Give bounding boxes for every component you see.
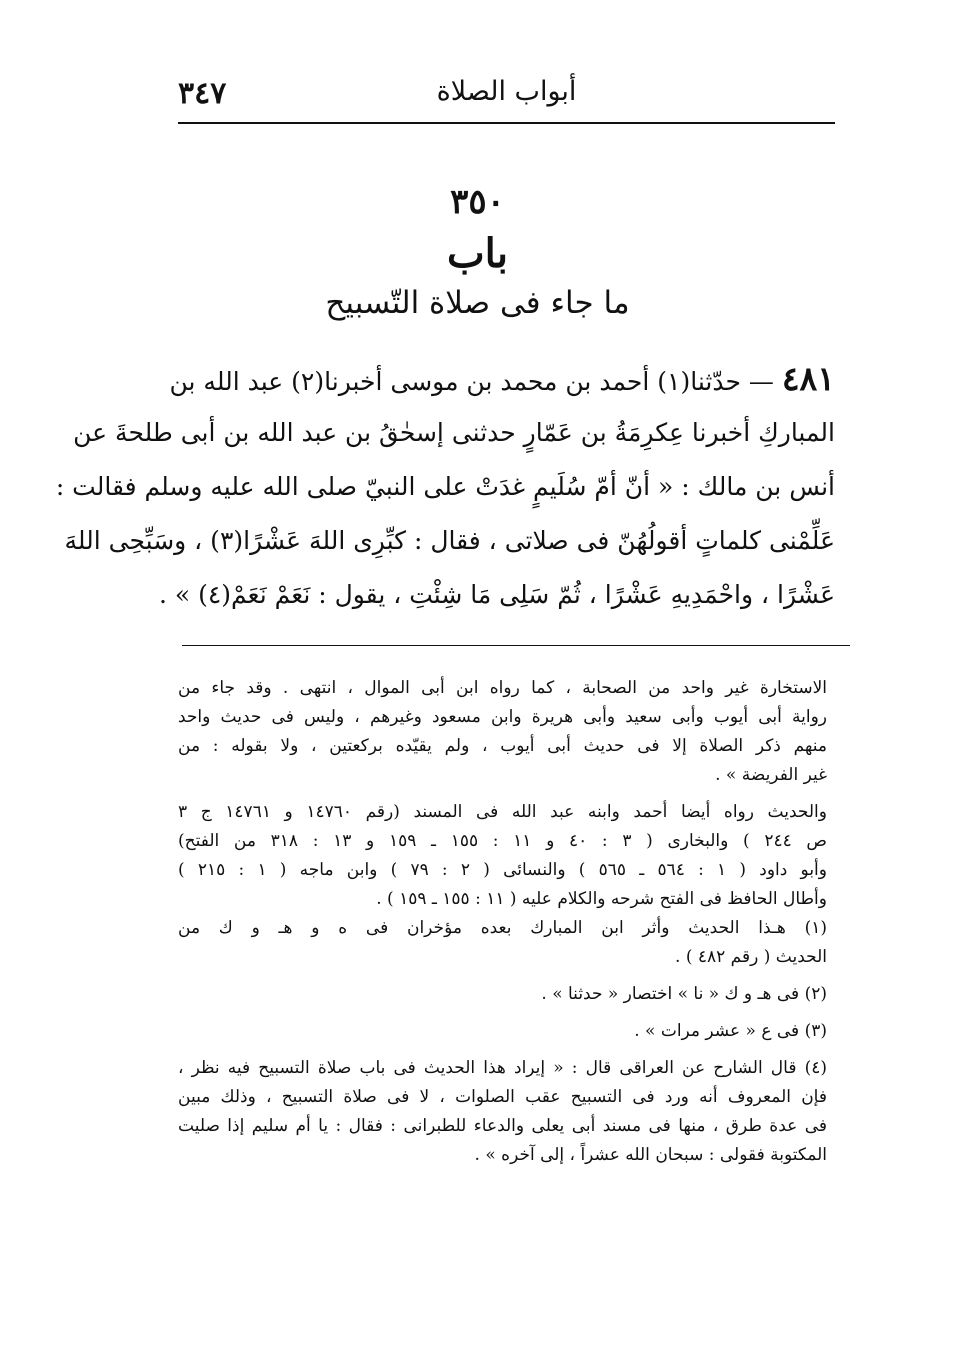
hadith-line — [169, 352, 835, 406]
footnote-4-cont: فإن المعروف أنه ورد فى التسبيح عقب الصلوات ، لا فى صلاة التسبيح ، وذلك مبين — [178, 1087, 827, 1107]
chapter-number: ٣٥٠ — [450, 182, 505, 222]
footnote-4-cont: المكتوبة فقولى : سبحان الله عشراً ، إلى آخره » . — [474, 1145, 827, 1165]
footnote-1-cont: الحديث ( رقم ٤٨٢ ) . — [675, 947, 827, 967]
note-line: الاستخارة غير واحد من الصحابة ، كما رواه ابن أبى الموال ، انتهى . وقد جاء من — [178, 678, 827, 698]
note-line: والحديث رواه أيضا أحمد وابنه عبد الله فى المسند (رقم ١٤٧٦٠ و ١٤٧٦١ ج ٣ — [178, 802, 827, 822]
footnotes — [178, 674, 827, 1170]
hadith-line: عَلِّمْنى كلماتٍ أقولُهُنّ فى صلاتى ، فقال : كبِّرِى اللهَ عَشْرًا(٣) ، وسَبِّحِى اللهَ — [64, 526, 835, 555]
footnote-1: (١) هـذا الحديث وأثر ابن المبارك بعده مؤخران فى ه و هـ و ك من — [178, 918, 827, 938]
hadith-line: أنس بن مالك : « أنّ أمّ سُلَيمٍ غدَتْ على النبيّ صلى الله عليه وسلم فقالت : — [55, 472, 835, 501]
footnote-4-cont: فى عدة طرق ، منها فى مسند أبى يعلى والدعاء للطبرانى : فقال : يا أم سليم إذا صليت — [178, 1116, 827, 1136]
page-header — [178, 72, 835, 124]
note-line: ص ٢٤٤ ) والبخارى ( ٣ : ٤٠ و ١١ : ١٥٥ ـ ١٥٩ و ١٣ : ٣١٨ من الفتح) — [178, 831, 827, 851]
note-line: منهم ذكر الصلاة إلا فى حديث أبى أيوب ، ولم يقيّده بركعتين ، ولا بقوله : من — [178, 736, 827, 756]
hadith-line: عَشْرًا ، واحْمَدِيهِ عَشْرًا ، ثُمّ سَلِى مَا شِئْتِ ، يقول : نَعَمْ نَعَمْ(٤) » . — [158, 580, 835, 609]
hadith-number: ٤٨١ — [781, 359, 835, 398]
spacer — [178, 1046, 827, 1054]
spacer — [178, 1009, 827, 1017]
note-line: وأبو داود ( ١ : ٥٦٤ ـ ٥٦٥ ) والنسائى ( ٢ : ٧٩ ) وابن ماجه ( ١ : ٢١٥ ) — [178, 860, 827, 880]
note-line: وأطال الحافظ فى الفتح شرحه والكلام عليه ( ١١ : ١٥٥ ـ ١٥٩ ) . — [376, 889, 827, 909]
note-line: رواية أبى أيوب وأبى سعيد وأبى هريرة وابن مسعود وغيرهم ، وليس فى حديث واحد — [178, 707, 827, 727]
footnote-separator — [182, 645, 850, 646]
spacer — [178, 972, 827, 980]
spacer — [178, 790, 827, 798]
footnote-3: (٣) فى ع « عشر مرات » . — [634, 1021, 827, 1041]
footnote-2: (٢) فى هـ و ك « نا » اختصار « حدثنا » . — [541, 984, 827, 1004]
chapter-word: باب — [447, 230, 508, 277]
hadith-text — [55, 352, 835, 622]
footnote-4: (٤) قال الشارح عن العراقى قال : « إيراد هذا الحديث فى باب صلاة التسبيح فيه نظر ، — [178, 1058, 827, 1078]
hadith-line-text: — حدّثنا(١) أحمد بن محمد بن موسى أخبرنا(٢) عبد الله بن — [169, 367, 774, 396]
chapter-title: ما جاء فى صلاة التّسبيح — [325, 285, 630, 321]
page-number: ٣٤٧ — [178, 76, 227, 111]
hadith-line: المباركِ أخبرنا عِكرِمَةُ بن عَمّارٍ حدثنى إسحٰقُ بن عبد الله بن أبى طلحةَ عن — [73, 418, 835, 447]
note-line: غير الفريضة » . — [715, 765, 827, 785]
running-title: أبواب الصلاة — [436, 76, 577, 107]
